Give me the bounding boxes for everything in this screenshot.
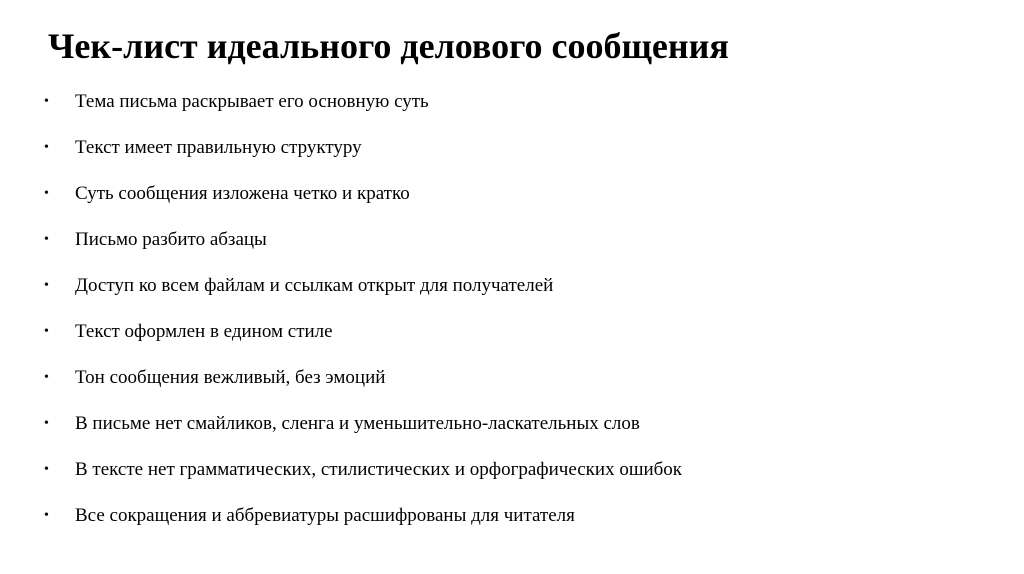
bullet-icon: • xyxy=(44,94,49,109)
checklist-item-text: Доступ ко всем файлам и ссылкам открыт для получателей xyxy=(75,275,554,296)
bullet-icon: • xyxy=(44,324,49,339)
checklist-item-text: Текст оформлен в едином стиле xyxy=(75,321,333,342)
checklist-item-text: Тон сообщения вежливый, без эмоций xyxy=(75,367,386,388)
bullet-icon: • xyxy=(44,462,49,477)
checklist-item-text: Суть сообщения изложена четко и кратко xyxy=(75,183,410,204)
checklist-item-text: Все сокращения и аббревиатуры расшифрованы для читателя xyxy=(75,505,575,526)
bullet-icon: • xyxy=(44,232,49,247)
slide-title: Чек-лист идеального делового сообщения xyxy=(48,26,729,66)
bullet-icon: • xyxy=(44,508,49,523)
checklist-item-text: Текст имеет правильную структуру xyxy=(75,137,362,158)
checklist-item-text: В письме нет смайликов, сленга и уменьшительно-ласкательных слов xyxy=(75,413,640,434)
checklist-item-text: Письмо разбито абзацы xyxy=(75,229,267,250)
bullet-icon: • xyxy=(44,416,49,431)
bullet-icon: • xyxy=(44,140,49,155)
bullet-icon: • xyxy=(44,370,49,385)
checklist-item-text: В тексте нет грамматических, стилистических и орфографических ошибок xyxy=(75,459,683,480)
bullet-icon: • xyxy=(44,278,49,293)
bullet-icon: • xyxy=(44,186,49,201)
checklist-item-text: Тема письма раскрывает его основную суть xyxy=(75,91,429,112)
